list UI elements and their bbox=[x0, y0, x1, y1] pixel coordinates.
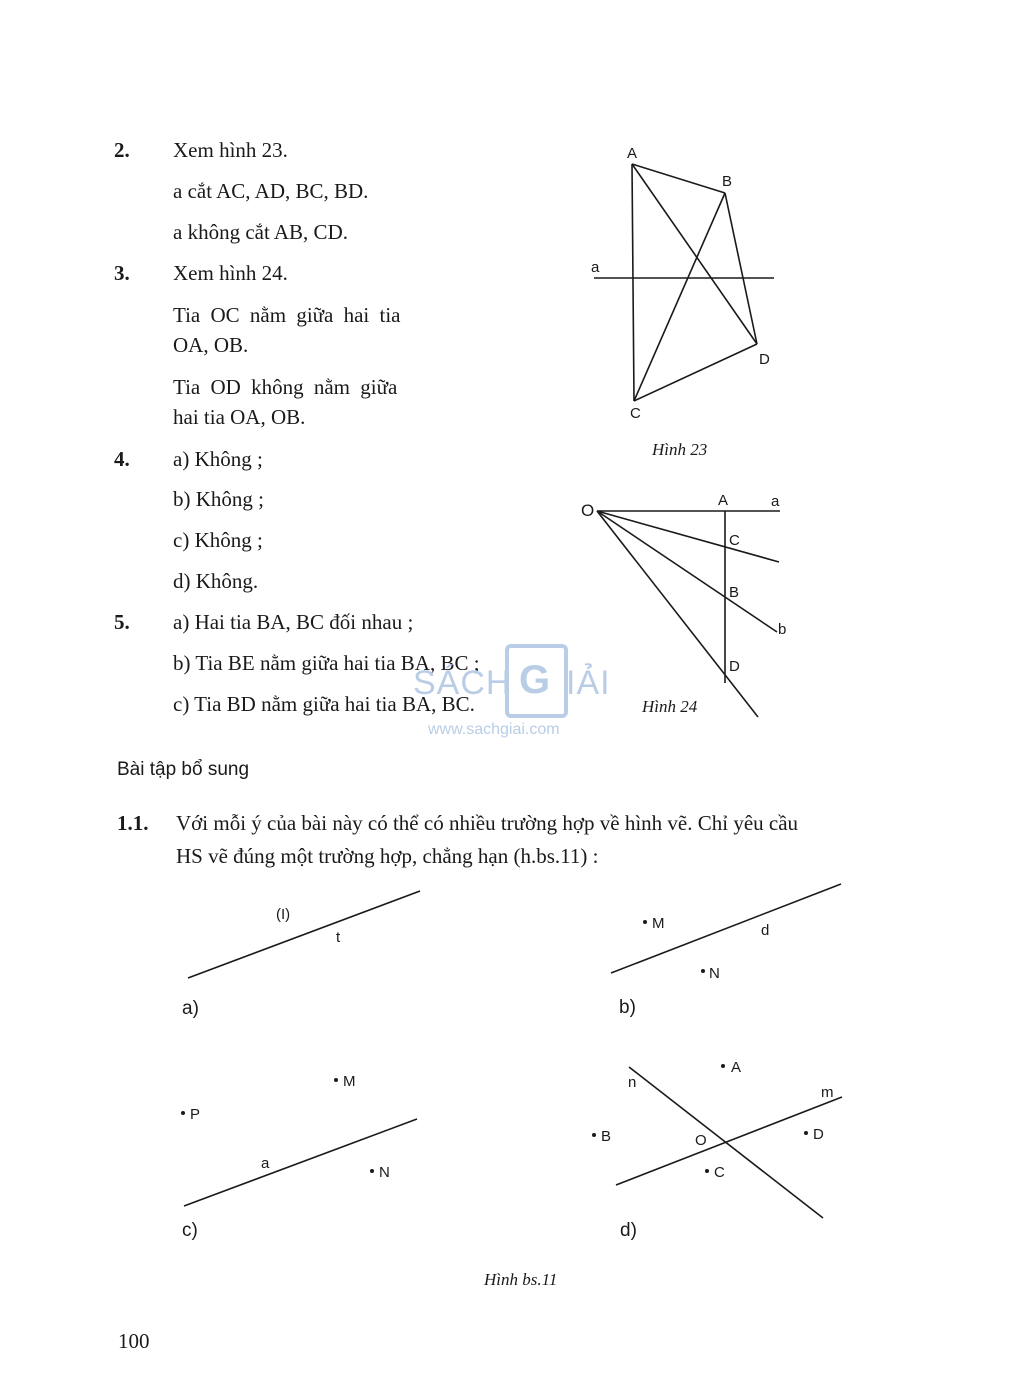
point-p bbox=[181, 1111, 185, 1115]
page-number: 100 bbox=[118, 1329, 150, 1353]
answer-5-line-1: a) Hai tia BA, BC đối nhau ; bbox=[173, 610, 414, 634]
bs-d-c-label: C bbox=[714, 1164, 725, 1181]
answer-3-line-4: Tia OD không nằm giữa bbox=[173, 375, 398, 399]
watermark-url: www.sachgiai.com bbox=[428, 721, 560, 738]
fig24-label-d: D bbox=[729, 658, 740, 675]
bs-d-d-label: D bbox=[813, 1126, 824, 1143]
answer-3-line-2: Tia OC nằm giữa hai tia bbox=[173, 303, 401, 327]
answer-2-line-2: a cắt AC, AD, BC, BD. bbox=[173, 179, 369, 203]
bs-d-caption: d) bbox=[620, 1220, 637, 1241]
answer-5-number: 5. bbox=[114, 610, 130, 634]
section-title: Bài tập bổ sung bbox=[117, 759, 250, 780]
line-m bbox=[616, 1097, 842, 1185]
bs-b-line-label: d bbox=[761, 922, 770, 939]
exercise-line-2: HS vẽ đúng một trường hợp, chẳng hạn (h.bs.11) : bbox=[176, 844, 599, 868]
bs-c-n-label: N bbox=[379, 1164, 390, 1181]
answer-3-number: 3. bbox=[114, 261, 130, 285]
answer-4-line-4: d) Không. bbox=[173, 569, 259, 593]
figbs-caption: Hình bs.11 bbox=[484, 1270, 558, 1289]
point-m bbox=[334, 1078, 338, 1082]
point-b bbox=[592, 1133, 596, 1137]
point-n bbox=[701, 969, 705, 973]
answer-2-line-3: a không cắt AB, CD. bbox=[173, 220, 348, 244]
bs-b-caption: b) bbox=[619, 997, 636, 1018]
bs-d-m-label: m bbox=[821, 1084, 834, 1101]
fig23-label-a-point: A bbox=[627, 145, 638, 162]
bs-d-n-label: n bbox=[628, 1074, 637, 1091]
answer-4-line-3: c) Không ; bbox=[173, 528, 263, 552]
answer-4-line-1: a) Không ; bbox=[173, 447, 263, 471]
fig24-label-b-point: B bbox=[729, 584, 740, 601]
subfigure-b bbox=[611, 884, 841, 982]
line-t bbox=[188, 891, 420, 978]
subfigure-c bbox=[181, 1073, 417, 1206]
answer-3-line-1: Xem hình 24. bbox=[173, 261, 288, 285]
fig23-caption: Hình 23 bbox=[652, 440, 708, 459]
fig23-label-d: D bbox=[759, 351, 770, 368]
fig24-caption: Hình 24 bbox=[642, 697, 698, 716]
point-m bbox=[643, 920, 647, 924]
line-d bbox=[611, 884, 841, 973]
exercise-line-1: Với mỗi ý của bài này có thể có nhiều trường hợp về hình vẽ. Chỉ yêu cầu bbox=[176, 811, 799, 835]
fig23-label-a-line: a bbox=[591, 259, 600, 276]
watermark-right: IẢI bbox=[566, 664, 611, 702]
bs-c-m-label: M bbox=[343, 1073, 356, 1090]
answer-4-number: 4. bbox=[114, 447, 130, 471]
answer-3-line-5: hai tia OA, OB. bbox=[173, 405, 306, 429]
fig24-label-b-ray: b bbox=[778, 621, 787, 638]
exercise-number: 1.1. bbox=[117, 811, 149, 835]
watermark-logo-letter: G bbox=[519, 658, 551, 702]
answer-4-line-2: b) Không ; bbox=[173, 487, 264, 511]
bs-a-line-label: t bbox=[336, 929, 341, 946]
answer-2-number: 2. bbox=[114, 138, 130, 162]
point-d bbox=[804, 1131, 808, 1135]
fig23-label-b: B bbox=[722, 173, 733, 190]
fig24-label-c: C bbox=[729, 532, 740, 549]
bs-a-caption: a) bbox=[182, 998, 199, 1019]
subfigure-a bbox=[188, 891, 420, 978]
fig24-label-a-point: A bbox=[718, 492, 729, 509]
answer-5-line-3: c) Tia BD nằm giữa hai tia BA, BC. bbox=[173, 692, 475, 716]
bs-b-n-label: N bbox=[709, 965, 720, 982]
bs-d-b-label: B bbox=[601, 1128, 612, 1145]
line-a-bs bbox=[184, 1119, 417, 1206]
bs-d-o-label: O bbox=[695, 1132, 707, 1149]
fig23-label-c: C bbox=[630, 405, 641, 422]
point-c bbox=[705, 1169, 709, 1173]
subfigure-d bbox=[592, 1059, 842, 1218]
bs-c-line-label: a bbox=[261, 1155, 270, 1172]
bs-c-p-label: P bbox=[190, 1106, 201, 1123]
answer-2-line-1: Xem hình 23. bbox=[173, 138, 288, 162]
fig24-label-a-ray: a bbox=[771, 493, 780, 510]
answer-3-line-3: OA, OB. bbox=[173, 333, 249, 357]
point-n bbox=[370, 1169, 374, 1173]
fig24-label-o: O bbox=[581, 501, 595, 520]
line-n bbox=[629, 1067, 823, 1218]
bs-a-point-label: (I) bbox=[276, 906, 291, 923]
watermark-left: SÁCH bbox=[413, 664, 512, 702]
answer-5-line-2: b) Tia BE nằm giữa hai tia BA, BC ; bbox=[173, 651, 480, 675]
point-a bbox=[721, 1064, 725, 1068]
bs-b-m-label: M bbox=[652, 915, 665, 932]
bs-c-caption: c) bbox=[182, 1220, 198, 1241]
bs-d-a-label: A bbox=[731, 1059, 742, 1076]
